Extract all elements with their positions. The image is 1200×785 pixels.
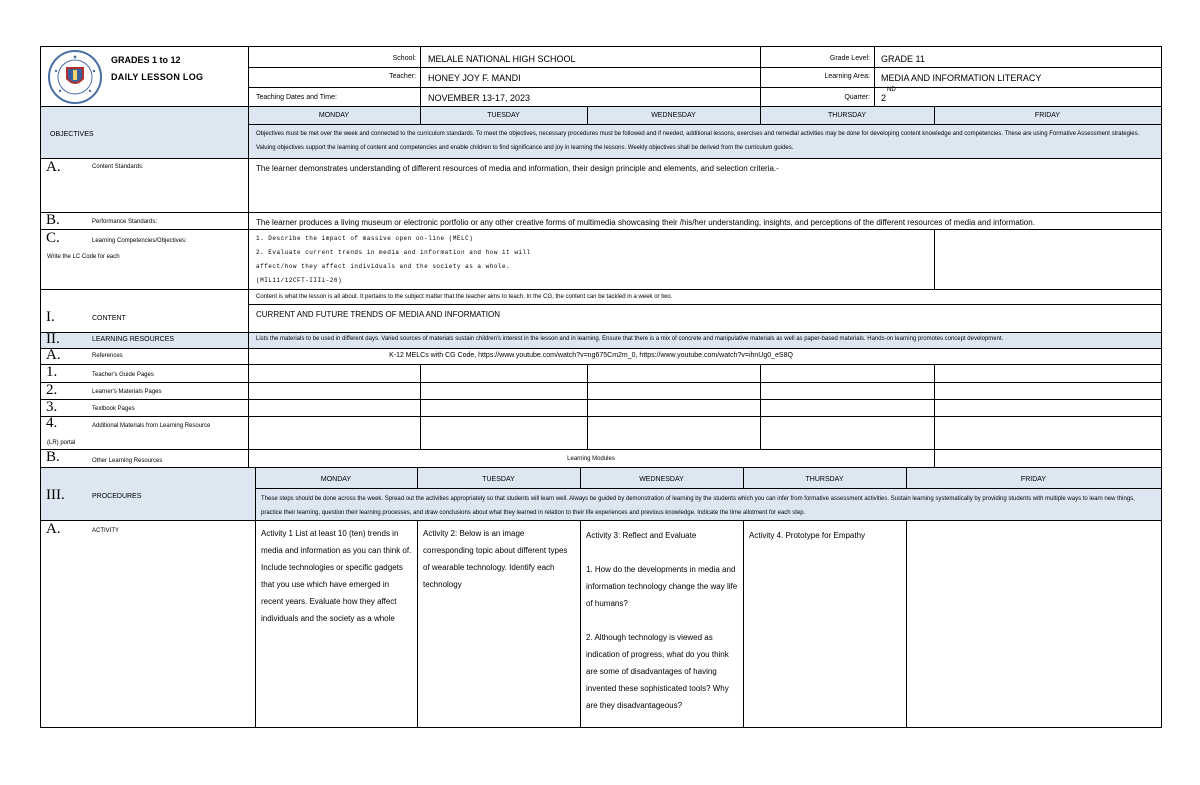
content-note: Content is what the lesson is all about. It pertains to the subject matter that the teacher aims to teach. In the CG, the content can be tackled in a week or two. [256,294,673,300]
wednesday-question-1: 1. How do the developments in media and information technology change the way life of humans? [586,565,738,608]
proc-day-tuesday: TUESDAY [482,476,515,483]
grade-level-label: Grade Level: [829,55,870,62]
learning-area-value: MEDIA AND INFORMATION LITERACY [881,73,1042,83]
references-label: References [92,353,123,359]
grade-level-value: GRADE 11 [881,54,925,64]
quarter-label: Quarter: [844,94,870,101]
competencies-write-code: Write the LC Code for each [47,254,120,260]
lr-portal-label: Additional Materials from Learning Resource [92,423,211,429]
quarter-value: 2 [881,93,887,103]
deped-seal-logo [46,49,104,105]
school-label: School: [392,55,416,62]
quarter-superscript: ND [887,87,896,93]
proc-day-wednesday: WEDNESDAY [639,476,684,483]
proc-day-friday: FRIDAY [1020,476,1047,483]
activity-label: ACTIVITY [92,528,120,534]
procedures-note: These steps should be done across the week. Spread out the activities appropriately so that students will learn well. Always be guided by demonstration of learning by the students which you can infer from formative assessment activities. Sustain learning systematically by providing students with multiple ways to learn new things, practice their learning, question their learning processes, and draw conclusions about what they learned in relation to their life experiences and previous knowledge. Indicate the time allotment for each step. [261,496,1135,516]
resources-note: Lists the materials to be used in different days. Varied sources of materials sustain children's interest in the lesson and in learning. Ensure that there is a mix of concrete and manipulative materials as well as paper-based materials. Hands-on learning promotes concept development. [256,336,1004,342]
day-monday: MONDAY [318,112,350,119]
performance-standards-text: The learner produces a living museum or electronic portfolio or any other creative forms of multimedia showcasing their /his/her understanding, insights, and perceptions of the different resources of media and information. [256,218,1035,227]
objectives-note: Objectives must be met over the week and connected to the curriculum standards. To meet the objectives, necessary procedures must be followed and if needed, additional lessons, exercises and remedial activities may be done for developing content knowledge and competencies. These are using Formative Assessment strategies. Valuing objectives support the learning of content and competencies and enable children to find significance and joy in learning the lessons. Weekly objectives shall be derived from the curriculum guides. [256,131,1140,151]
proc-day-thursday: THURSDAY [805,476,844,483]
textbook-num: 3. [46,399,58,415]
lr-portal-num: 4. [46,415,58,431]
objectives-label: OBJECTIVES [50,131,94,138]
teacher-label: Teacher: [389,73,416,80]
learners-materials-label: Learner's Materials Pages [92,389,162,395]
resources-roman: II. [46,331,60,347]
performance-standards-label: Performance Standards: [92,219,158,225]
teacher-value: HONEY JOY F. MANDI [428,73,521,83]
dates-label: Teaching Dates and Time: [256,94,337,101]
procedures-roman: III. [46,487,65,503]
content-label: CONTENT [92,315,126,322]
competency-line-2: 2. Evaluate current trends in media and information and how it will [256,249,531,256]
school-value: MELALE NATIONAL HIGH SCHOOL [428,54,576,64]
monday-activity: Activity 1 List at least 10 (ten) trends in media and information as you can think of. Include technologies or specific gadgets that you use which have emerged in recent years. Evaluate how they affect individuals and the society as a whole [261,529,412,623]
references-letter: A. [46,347,61,363]
learners-materials-num: 2. [46,382,58,398]
competencies-label: Learning Competencies/Objectives: [92,238,187,244]
day-friday: FRIDAY [1034,112,1061,119]
dates-value: NOVEMBER 13-17, 2023 [428,93,531,103]
wednesday-activity-title: Activity 3: Reflect and Evaluate [586,531,697,540]
day-thursday: THURSDAY [828,112,866,119]
teachers-guide-num: 1. [46,364,58,380]
day-tuesday: TUESDAY [487,112,520,119]
proc-day-monday: MONDAY [320,476,352,483]
content-standards-label: Content Standards: [92,164,144,170]
competency-code: (MIL11/12CFT-IIIi-26) [256,277,343,284]
content-roman: I. [46,309,55,325]
wednesday-question-2: 2. Although technology is viewed as indication of progress, what do you think are some of disadvantages of having invented these sophisticated tools? Why are they disadvantageous? [586,633,729,710]
performance-standards-letter: B. [46,212,60,228]
tuesday-activity: Activity 2: Below is an image corresponding topic about different types of wearable technology. Identify each technology [423,529,568,589]
title-daily-lesson-log: DAILY LESSON LOG [111,72,204,82]
teachers-guide-label: Teacher's Guide Pages [92,372,154,378]
competency-line-3: affect/how they affect individuals and the society as a whole. [256,263,511,270]
content-standards-text: The learner demonstrates understanding of different resources of media and information, their design principle and elements, and selection criteria.- [256,164,779,173]
references-text: K-12 MELCs with CG Code, https://www.youtube.com/watch?v=ng675Cm2m_0, https://www.youtube.com/watch?v=ihnUg0_eS8Q [389,352,793,359]
other-resources-letter: B. [46,449,60,465]
content-standards-letter: A. [46,159,61,175]
lr-portal-label-2: (LR) portal [47,440,76,446]
competency-line-1: 1. Describe the impact of massive open on-line (MELC) [256,235,474,242]
learning-area-label: Learning Area: [824,73,870,80]
thursday-activity: Activity 4. Prototype for Empathy [749,531,866,540]
resources-label: LEARNING RESOURCES [92,336,175,343]
content-title: CURRENT AND FUTURE TRENDS OF MEDIA AND INFORMATION [256,310,501,319]
day-wednesday: WEDNESDAY [651,112,696,119]
procedures-label: PROCEDURES [92,493,142,500]
competencies-letter: C. [46,230,60,246]
textbook-label: Textbook Pages [92,406,135,412]
title-grades: GRADES 1 to 12 [111,55,181,65]
other-resources-text: Learning Modules [567,456,615,462]
activity-letter: A. [46,521,61,537]
other-resources-label: Other Learning Resources [92,458,163,464]
